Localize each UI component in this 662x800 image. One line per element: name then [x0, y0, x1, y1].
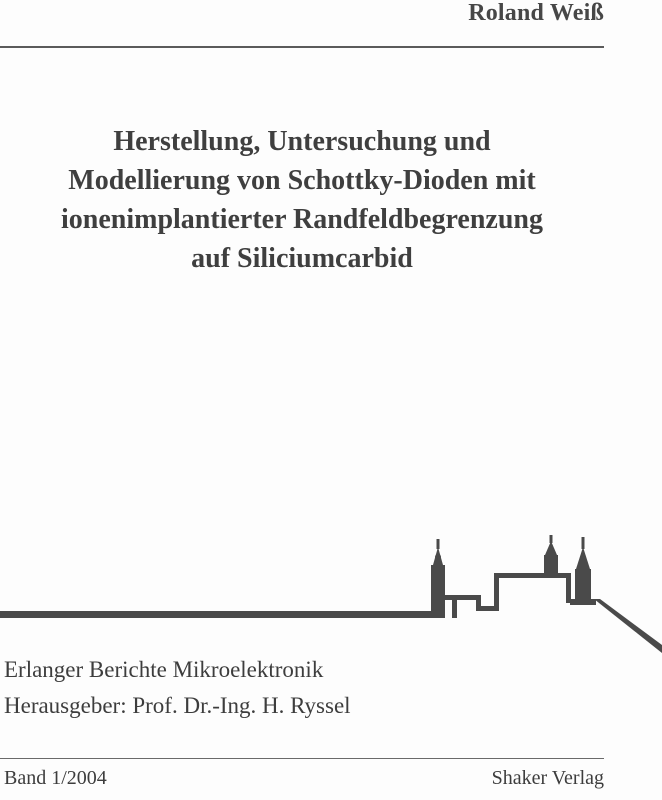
series-info	[4, 652, 351, 724]
title-line-4: auf Siliciumcarbid	[191, 243, 413, 274]
city-skyline-logo	[0, 535, 662, 655]
volume-number: Band 1/2004	[4, 767, 107, 789]
title-line-1: Herstellung, Untersuchung und	[113, 126, 491, 157]
title-line-2: Modellierung von Schottky-Dioden mit	[68, 165, 536, 196]
author-name: Roland Weiß	[468, 0, 604, 26]
series-name: Erlanger Berichte Mikroelektronik	[4, 657, 324, 682]
title-line-3: ionenimplantierter Randfeldbegrenzung	[61, 204, 543, 235]
top-rule	[0, 46, 604, 48]
bottom-rule	[0, 758, 604, 759]
publisher-name: Shaker Verlag	[491, 767, 604, 789]
book-title	[0, 122, 604, 278]
editor-line: Herausgeber: Prof. Dr.-Ing. H. Ryssel	[4, 693, 351, 718]
